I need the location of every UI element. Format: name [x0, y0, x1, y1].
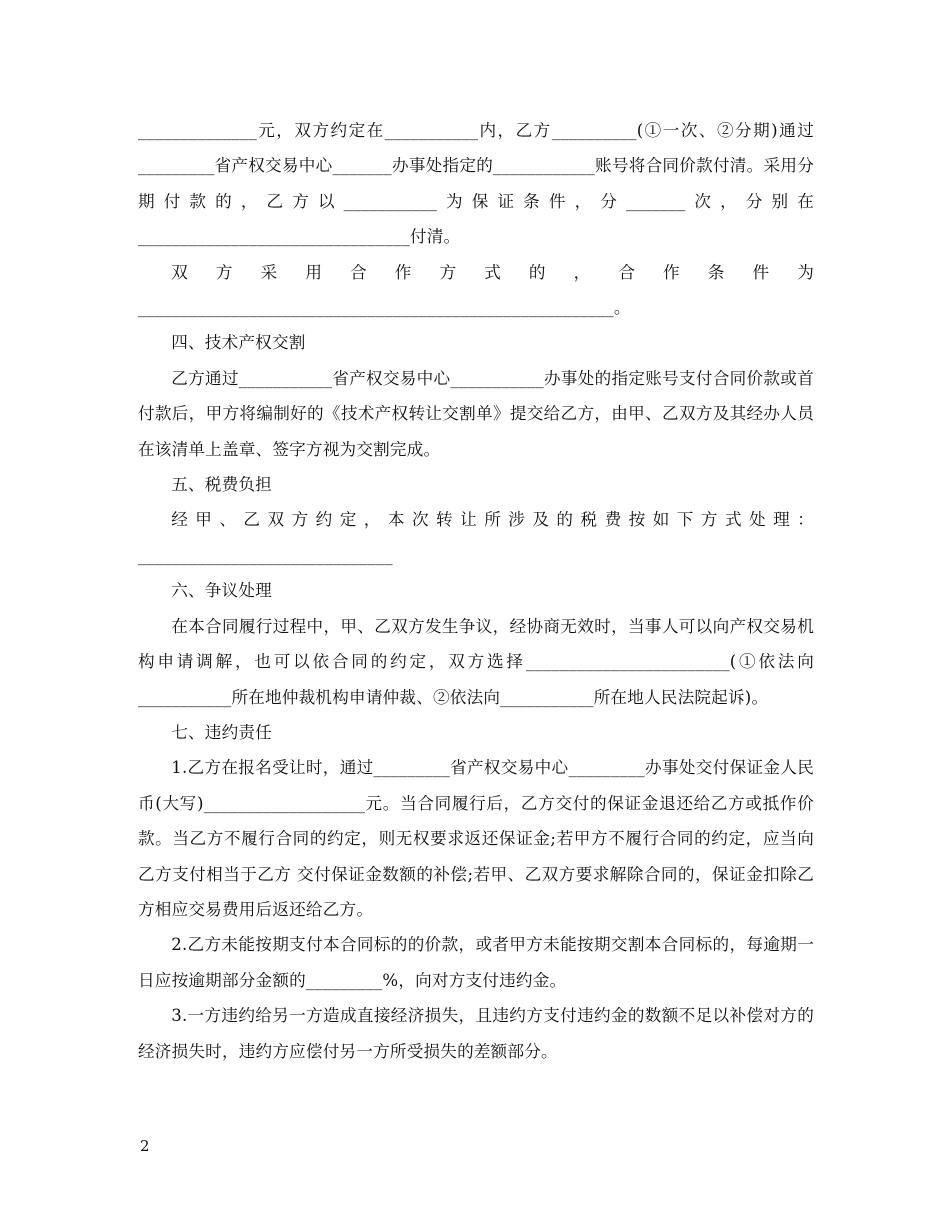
paragraph-cooperation-terms: 双方采用合作方式的，合作条件为________________________________________________________。: [138, 262, 814, 318]
paragraph-breach-item-1: 1.乙方在报名受让时，通过_________省产权交易中心_________办事处交付保证金人民币(大写)___________________元。当合同履行后，乙方交付的保证金退还给乙方或抵作价款。当乙方不履行合同的约定，则无权要求返还保证金;若甲方不履行合同的约定，应当向乙方支付相当于乙方 交付保证金数额的补偿;若甲、乙双方要求解除合同的，保证金扣除乙方相应交易费用后返还给乙方。: [138, 758, 814, 919]
paragraph-breach-item-3: 3.一方违约给另一方造成直接经济损失，且违约方支付违约金的数额不足以补偿对方的经济损失时，违约方应偿付另一方所受损失的差额部分。: [138, 1006, 814, 1061]
paragraph-taxes: 经甲、乙双方约定，本次转让所涉及的税费按如下方式处理：______________________________: [138, 510, 814, 565]
section-heading-property-delivery: 四、技术产权交割: [171, 333, 306, 353]
paragraph-dispute: 在本合同履行过程中，甲、乙双方发生争议，经协商无效时，当事人可以向产权交易机构申请调解，也可以依合同的约定，双方选择________________________(①依法向___________所在地仲裁机构申请仲裁、②依法向___________所在地人民法院起诉)。: [138, 616, 814, 707]
paragraph-payment-terms: ______________元，双方约定在___________内，乙方__________(①一次、②分期)通过_________省产权交易中心_______办事处指定的____________账号将合同价款付清。采用分期付款的，乙方以___________为保证条件，分_______次，分别在________________________________付清。: [138, 121, 814, 247]
paragraph-property-delivery: 乙方通过___________省产权交易中心___________办事处的指定账号支付合同价款或首付款后，甲方将编制好的《技术产权转让交割单》提交给乙方，由甲、乙双方及其经办人员在该清单上盖章、签字方视为交割完成。: [138, 368, 814, 459]
section-heading-taxes: 五、税费负担: [171, 475, 272, 495]
section-heading-dispute: 六、争议处理: [171, 581, 272, 601]
page-number: 2: [140, 1137, 150, 1155]
paragraph-breach-item-2: 2.乙方未能按期支付本合同标的的价款，或者甲方未能按期交割本合同标的，每逾期一日应按逾期部分金额的_________%，向对方支付违约金。: [138, 935, 814, 990]
section-heading-breach: 七、违约责任: [171, 722, 272, 742]
contract-body: [138, 113, 814, 1069]
